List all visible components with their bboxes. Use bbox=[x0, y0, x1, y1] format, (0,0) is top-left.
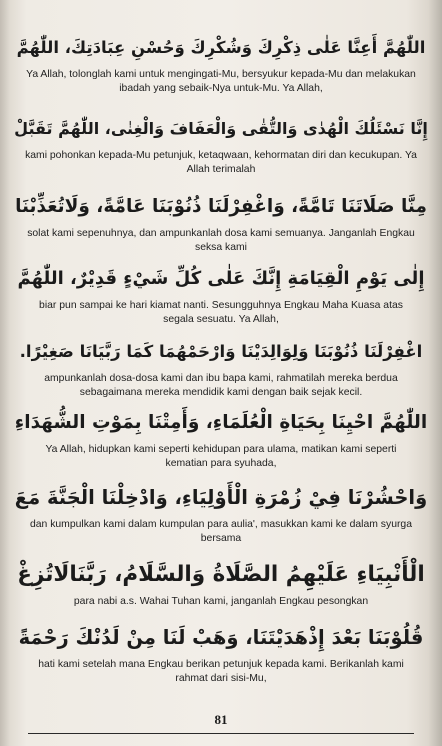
verse-block-5 bbox=[14, 337, 428, 400]
translation-text: Ya Allah, tolonglah kami untuk mengingati-Mu, bersyukur kepada-Mu dan melakukan ibadah yang sebaik-Nya untuk-Mu. Ya Allah, bbox=[26, 69, 416, 94]
translation-text: biar pun sampai ke hari kiamat nanti. Sesungguhnya Engkau Maha Kuasa atas segala sesuatu. Ya Allah, bbox=[39, 300, 403, 325]
verse-block-3 bbox=[14, 192, 428, 255]
verse-block-4 bbox=[14, 264, 428, 327]
verse-block-8 bbox=[14, 560, 428, 609]
arabic-text: اغْفِرْلَنَا ذُنُوْبَنَا وَلِوَالِدَيْنَا وَارْحَمْهُمَا كَمَا رَبَّيَانَا صَغِيْرًا. bbox=[19, 342, 423, 361]
arabic-text: مِنَّا صَلَاتَنَا تَامَّةً، وَاغْفِرْلَنَا ذُنُوْبَنَا عَامَّةً، وَلَاتُعَذِّبْنَا bbox=[15, 196, 427, 217]
verse-block-6 bbox=[14, 408, 428, 471]
translation-text: Ya Allah, hidupkan kami seperti kehidupan para ulama, matikan kami seperti kematian para syuhada, bbox=[45, 444, 397, 469]
arabic-text: إِلٰى يَوْمِ الْقِيَامَةِ إِنَّكَ عَلٰى كُلِّ شَيْءٍ قَدِيْرٌ، اللّٰهُمَّ bbox=[17, 268, 425, 289]
translation-text: kami pohonkan kepada-Mu petunjuk, ketaqwaan, kehormatan diri dan kecukupan. Ya Allah terimalah bbox=[25, 150, 417, 175]
arabic-text: وَاحْشُرْنَا فِيْ زُمْرَةِ الْأَوْلِيَاءِ، وَادْخِلْنَا الْجَنَّةَ مَعَ bbox=[14, 486, 428, 509]
footer-divider bbox=[28, 733, 414, 734]
verse-block-2 bbox=[14, 114, 428, 177]
arabic-text: إِنَّا نَسْئَلُكَ الْهُدٰى وَالتُّقٰى وَالْعَفَافَ وَالْغِنٰى، اللّٰهُمَّ تَقَبَّلْ bbox=[14, 119, 428, 138]
verse-block-1 bbox=[14, 33, 428, 96]
verse-block-7 bbox=[14, 483, 428, 546]
page-edge-shadow bbox=[428, 0, 442, 746]
arabic-text: قُلُوْبَنَا بَعْدَ إِذْهَدَيْتَنَا، وَهَبْ لَنَا مِنْ لَدُنْكَ رَحْمَةً bbox=[18, 626, 424, 649]
page-gutter-shadow bbox=[0, 0, 10, 746]
verse-block-9 bbox=[14, 623, 428, 686]
page-number: 81 bbox=[214, 712, 228, 727]
arabic-text: اللّٰهُمَّ احْيِنَا بِحَيَاةِ الْعُلَمَاءِ، وَأَمِتْنَا بِمَوْتِ الشُّهَدَاءِ bbox=[14, 412, 428, 433]
translation-text: para nabi a.s. Wahai Tuhan kami, janganlah Engkau pesongkan bbox=[73, 596, 369, 607]
arabic-text: اللّٰهُمَّ أَعِنَّا عَلٰى ذِكْرِكَ وَشُكْرِكَ وَحُسْنِ عِبَادَتِكَ، اللّٰهُمَّ bbox=[16, 38, 426, 57]
translation-text: ampunkanlah dosa-dosa kami dan ibu bapa kami, rahmatilah mereka berdua sebagaimana mereka mendidik kami dengan baik sejak kecil. bbox=[44, 373, 398, 398]
translation-text: solat kami sepenuhnya, dan ampunkanlah dosa kami semuanya. Janganlah Engkau seksa kami bbox=[27, 228, 415, 253]
translation-text: dan kumpulkan kami dalam kumpulan para aulia', masukkan kami ke dalam syurga bersama bbox=[29, 519, 412, 544]
translation-text: hati kami setelah mana Engkau berikan petunjuk kepada kami. Berikanlah kami rahmat dari sisi-Mu, bbox=[38, 659, 404, 684]
arabic-text: الْأَنْبِيَاءِ عَلَيْهِمُ الصَّلَاةُ وَالسَّلَامُ، رَبَّنَالَاتُزِغْ bbox=[17, 562, 425, 587]
